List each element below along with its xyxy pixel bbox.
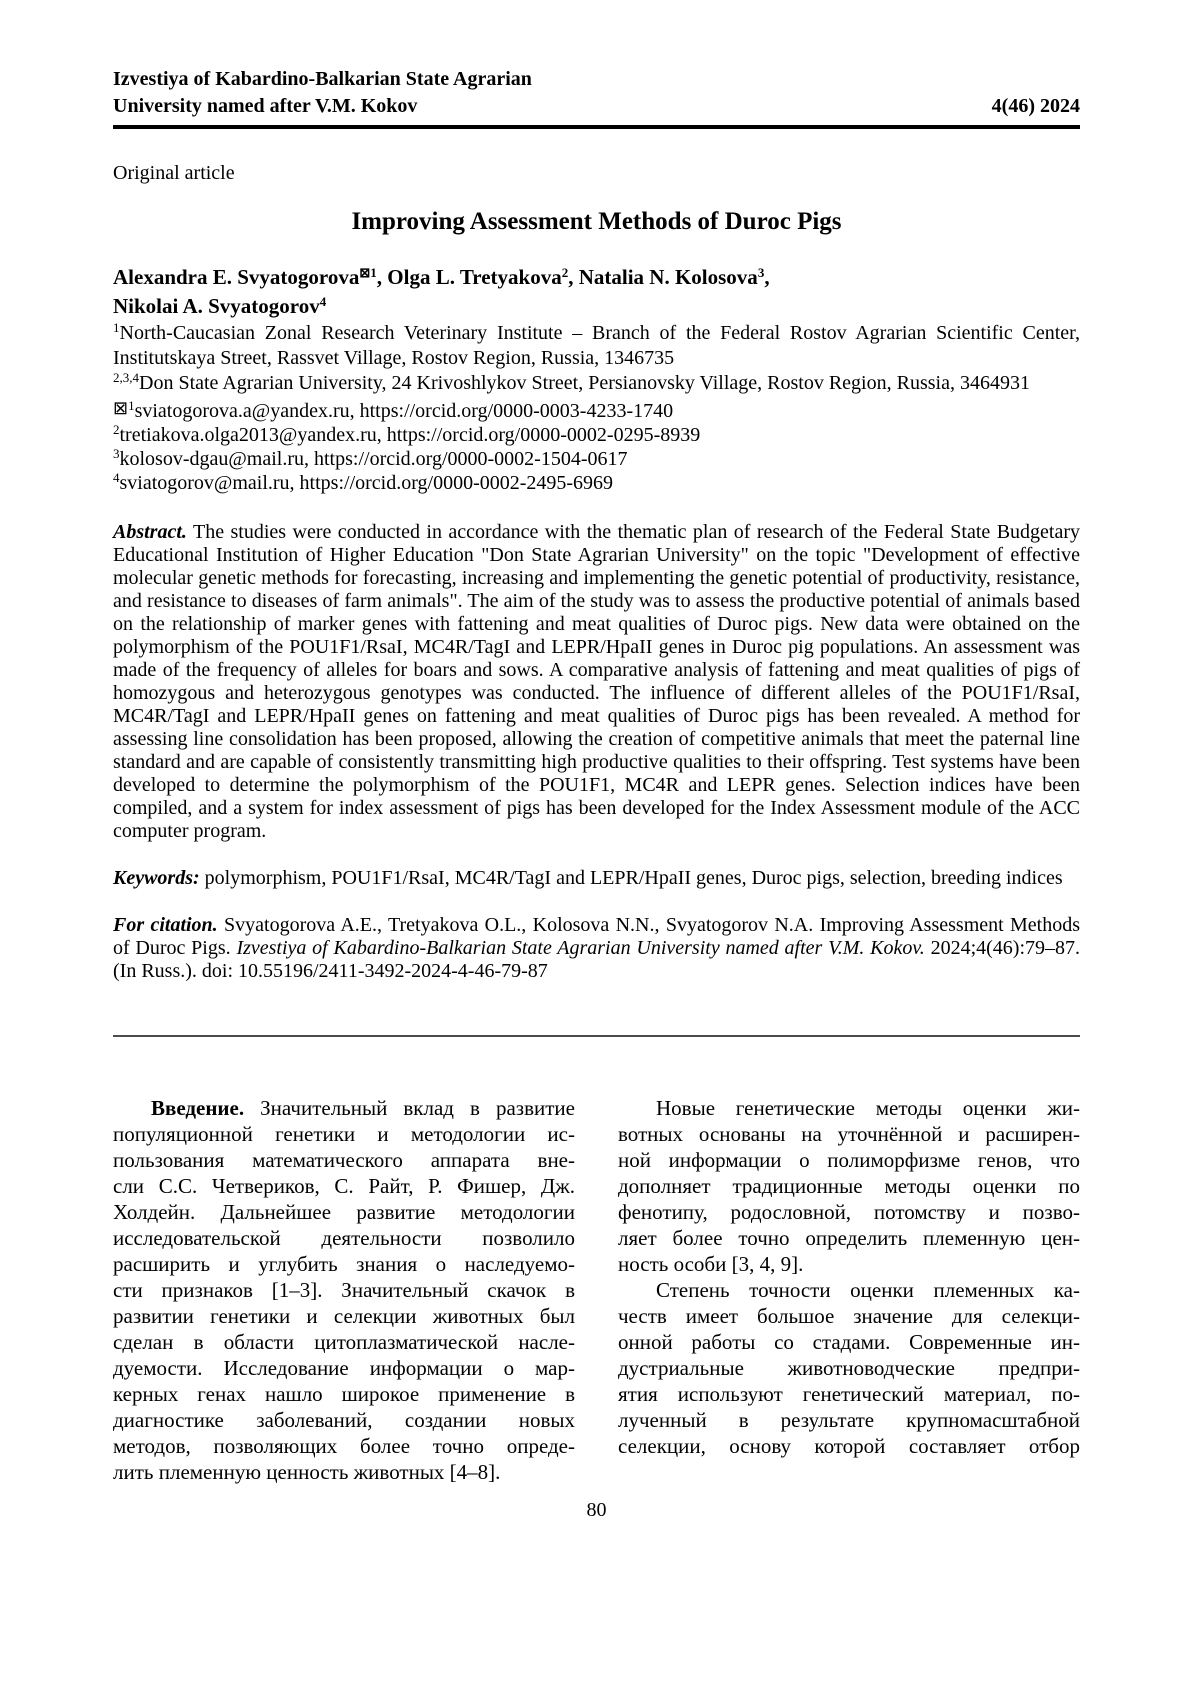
contact-superscript: 1 xyxy=(128,398,135,413)
author-superscript: 3 xyxy=(757,265,765,280)
text-line: сделан в области цитоплазматической насле- xyxy=(113,1330,575,1354)
body-columns xyxy=(113,1095,1080,1485)
text-line: дуемости. Исследование информации о мар- xyxy=(113,1356,575,1380)
introduction-label: Введение. xyxy=(151,1096,245,1120)
abstract-label: Abstract. xyxy=(113,521,187,543)
paragraph-lines xyxy=(618,1303,1080,1459)
contact-line xyxy=(113,396,1080,423)
author-superscript: ⊠1 xyxy=(359,265,377,280)
journal-name-line2: University named after V.M. Kokov xyxy=(113,95,418,117)
left-column xyxy=(113,1095,575,1485)
contact-line xyxy=(113,423,1080,447)
author-superscript: 2 xyxy=(561,265,569,280)
text-line: методов, позволяющих более точно опреде- xyxy=(113,1434,575,1458)
text-line: онной работы со стадами. Современные ин- xyxy=(618,1330,1080,1354)
paragraph-lines xyxy=(113,1121,575,1485)
author-name: Nikolai A. Svyatogorov xyxy=(113,294,320,318)
text-line: дустриальные животноводческие предпри- xyxy=(618,1356,1080,1380)
paragraph-first-line xyxy=(113,1095,575,1121)
author-name: Natalia N. Kolosova xyxy=(578,265,758,289)
contact-text: sviatogorova.a@yandex.ru, https://orcid.org/0000-0003-4233-1740 xyxy=(134,400,674,422)
citation-issue-doi: 2024;4(46):79–87. (In Russ.). doi: 10.55196/2411-3492-2024-4-46-79-87 xyxy=(113,937,1081,982)
page-number: 80 xyxy=(586,1499,607,1521)
author-separator: , xyxy=(376,265,388,289)
text-line: лученный в результате крупномасштабной xyxy=(618,1408,1080,1432)
citation-journal-name: Izvestiya of Kabardino-Balkarian State Agrarian University named after V.M. Kokov. xyxy=(236,937,925,959)
journal-header xyxy=(113,66,1080,129)
text-line: ятия используют генетический материал, по- xyxy=(618,1382,1080,1406)
affiliation-text: Don State Agrarian University, 24 Krivoshlykov Street, Persianovsky Village, Rostov Region, Russia, 3464931 xyxy=(139,372,1030,394)
section-divider xyxy=(113,1035,1080,1037)
text-line: сли С.С. Четвериков, С. Райт, Р. Фишер, Дж. xyxy=(113,1174,575,1198)
contact-superscript: 2 xyxy=(113,422,120,437)
citation-block xyxy=(113,914,1080,983)
text-line: честв имеет большое значение для селекци- xyxy=(618,1304,1080,1328)
keywords-block xyxy=(113,867,1080,890)
affiliation-superscript: 1 xyxy=(113,320,120,335)
envelope-icon: ⊠ xyxy=(113,398,129,418)
keywords-label: Keywords: xyxy=(113,867,200,889)
citation-authors-title: Svyatogorova A.E., Tretyakova O.L., Kolosova N.N., Svyatogorov N.A. Improving Assessment Methods of Duroc Pigs. xyxy=(113,914,1081,959)
text-line: исследовательской деятельности позволило xyxy=(113,1226,575,1250)
text-line: ляет более точно определить племенную цен- xyxy=(618,1226,1080,1250)
abstract-text: The studies were conducted in accordance with the thematic plan of research of the Federal State Budgetary Educational Institution of Higher Education "Don State Agrarian University" on the topic "Development of effective molecular genetic methods for forecasting, increasing and implementing the genetic potential of productivity, resistance, and resistance to diseases of farm animals". The aim of the study was to assess the productive potential of animals based on the relationship of marker genes with fattening and meat qualities of Duroc pigs. New data were obtained on the polymorphism of the POU1F1/RsaI, MC4R/TagI and LEPR/HpaII genes in Duroc pig populations. An assessment was made of the frequency of alleles for boars and sows. A comparative analysis of fattening and meat qualities of pigs of homozygous and heterozygous genotypes was conducted. The influence of different alleles of the POU1F1/RsaI, MC4R/TagI and LEPR/HpaII genes on fattening and meat qualities of Duroc pigs has been revealed. A method for assessing line consolidation has been proposed, allowing the creation of competitive animals that meet the paternal line standard and are capable of consistently transmitting high productive qualities to their offspring. Test systems have been developed to determine the polymorphism of the POU1F1, MC4R and LEPR genes. Selection indices have been compiled, and a system for index assessment of pigs has been developed for the Index Assessment module of the ACC computer program. xyxy=(113,521,1081,842)
text-line: Холдейн. Дальнейшее развитие методологии xyxy=(113,1200,575,1224)
affiliations-block xyxy=(113,321,1080,396)
author-superscript: 4 xyxy=(319,294,327,309)
text-line: дополняет традиционные методы оценки по xyxy=(618,1174,1080,1198)
contact-line xyxy=(113,447,1080,471)
text-line: расширить и углубить знания о наследуемо- xyxy=(113,1252,575,1276)
text-line: пользования математического аппарата вне- xyxy=(113,1148,575,1172)
author-name: Olga L. Tretyakova xyxy=(387,265,562,289)
author-separator: , xyxy=(568,265,579,289)
journal-name-line1: Izvestiya of Kabardino-Balkarian State Agrarian xyxy=(113,68,532,90)
keywords-text: polymorphism, POU1F1/RsaI, MC4R/TagI and LEPR/HpaII genes, Duroc pigs, selection, breeding indices xyxy=(204,867,1063,889)
right-column xyxy=(618,1095,1080,1485)
journal-name-line2-row xyxy=(113,93,1080,120)
text-line: популяционной генетики и методологии ис- xyxy=(113,1122,575,1146)
paragraph-first-line: Новые генетические методы оценки жи- xyxy=(656,1096,1080,1120)
contact-text: kolosov-dgau@mail.ru, https://orcid.org/0000-0002-1504-0617 xyxy=(119,448,628,470)
contact-superscript: 3 xyxy=(113,446,120,461)
affiliation xyxy=(113,371,1080,396)
contact-line xyxy=(113,471,1080,495)
text-line: диагностике заболеваний, создании новых xyxy=(113,1408,575,1432)
text-line: развитии генетики и селекции животных был xyxy=(113,1304,575,1328)
paragraph-text: Значительный вклад в развитие xyxy=(260,1096,575,1120)
authors-line2 xyxy=(113,292,1080,321)
citation-label: For citation. xyxy=(113,914,218,936)
authors-block xyxy=(113,263,1080,321)
text-line: ной информации о полиморфизме генов, что xyxy=(618,1148,1080,1172)
affiliation-superscript: 2,3,4 xyxy=(113,370,139,385)
article-type-label: Original article xyxy=(113,162,235,184)
contact-text: sviatogorov@mail.ru, https://orcid.org/0000-0002-2495-6969 xyxy=(119,472,614,494)
text-line: лить племенную ценность животных [4–8]. xyxy=(113,1460,501,1484)
contact-superscript: 4 xyxy=(113,470,120,485)
paragraph-first-line: Степень точности оценки племенных ка- xyxy=(656,1278,1080,1302)
contact-text: tretiakova.olga2013@yandex.ru, https://orcid.org/0000-0002-0295-8939 xyxy=(119,424,701,446)
abstract-block xyxy=(113,521,1080,843)
authors-line1 xyxy=(113,263,1080,292)
header-rule xyxy=(113,125,1080,129)
affiliation xyxy=(113,321,1080,371)
text-line: сти признаков [1–3]. Значительный скачок в xyxy=(113,1278,575,1302)
author-separator: , xyxy=(764,265,770,289)
text-line: керных генах нашло широкое применение в xyxy=(113,1382,575,1406)
text-line: селекции, основу которой составляет отбор xyxy=(618,1434,1080,1458)
page-title: Improving Assessment Methods of Duroc Pigs xyxy=(351,208,842,235)
contacts-block xyxy=(113,396,1080,495)
text-line: ность особи [3, 4, 9]. xyxy=(618,1252,804,1276)
text-line: фенотипу, родословной, потомству и позво- xyxy=(618,1200,1080,1224)
paragraph-lines xyxy=(618,1121,1080,1277)
affiliation-text: North-Caucasian Zonal Research Veterinary Institute – Branch of the Federal Rostov Agrarian Scientific Center, Institutskaya Street, Rassvet Village, Rostov Region, Russia, 1346735 xyxy=(113,322,1080,369)
issue-number: 4(46) 2024 xyxy=(991,95,1080,117)
text-line: вотных основаны на уточнённой и расширен- xyxy=(618,1122,1080,1146)
author-name: Alexandra E. Svyatogorova xyxy=(113,265,360,289)
